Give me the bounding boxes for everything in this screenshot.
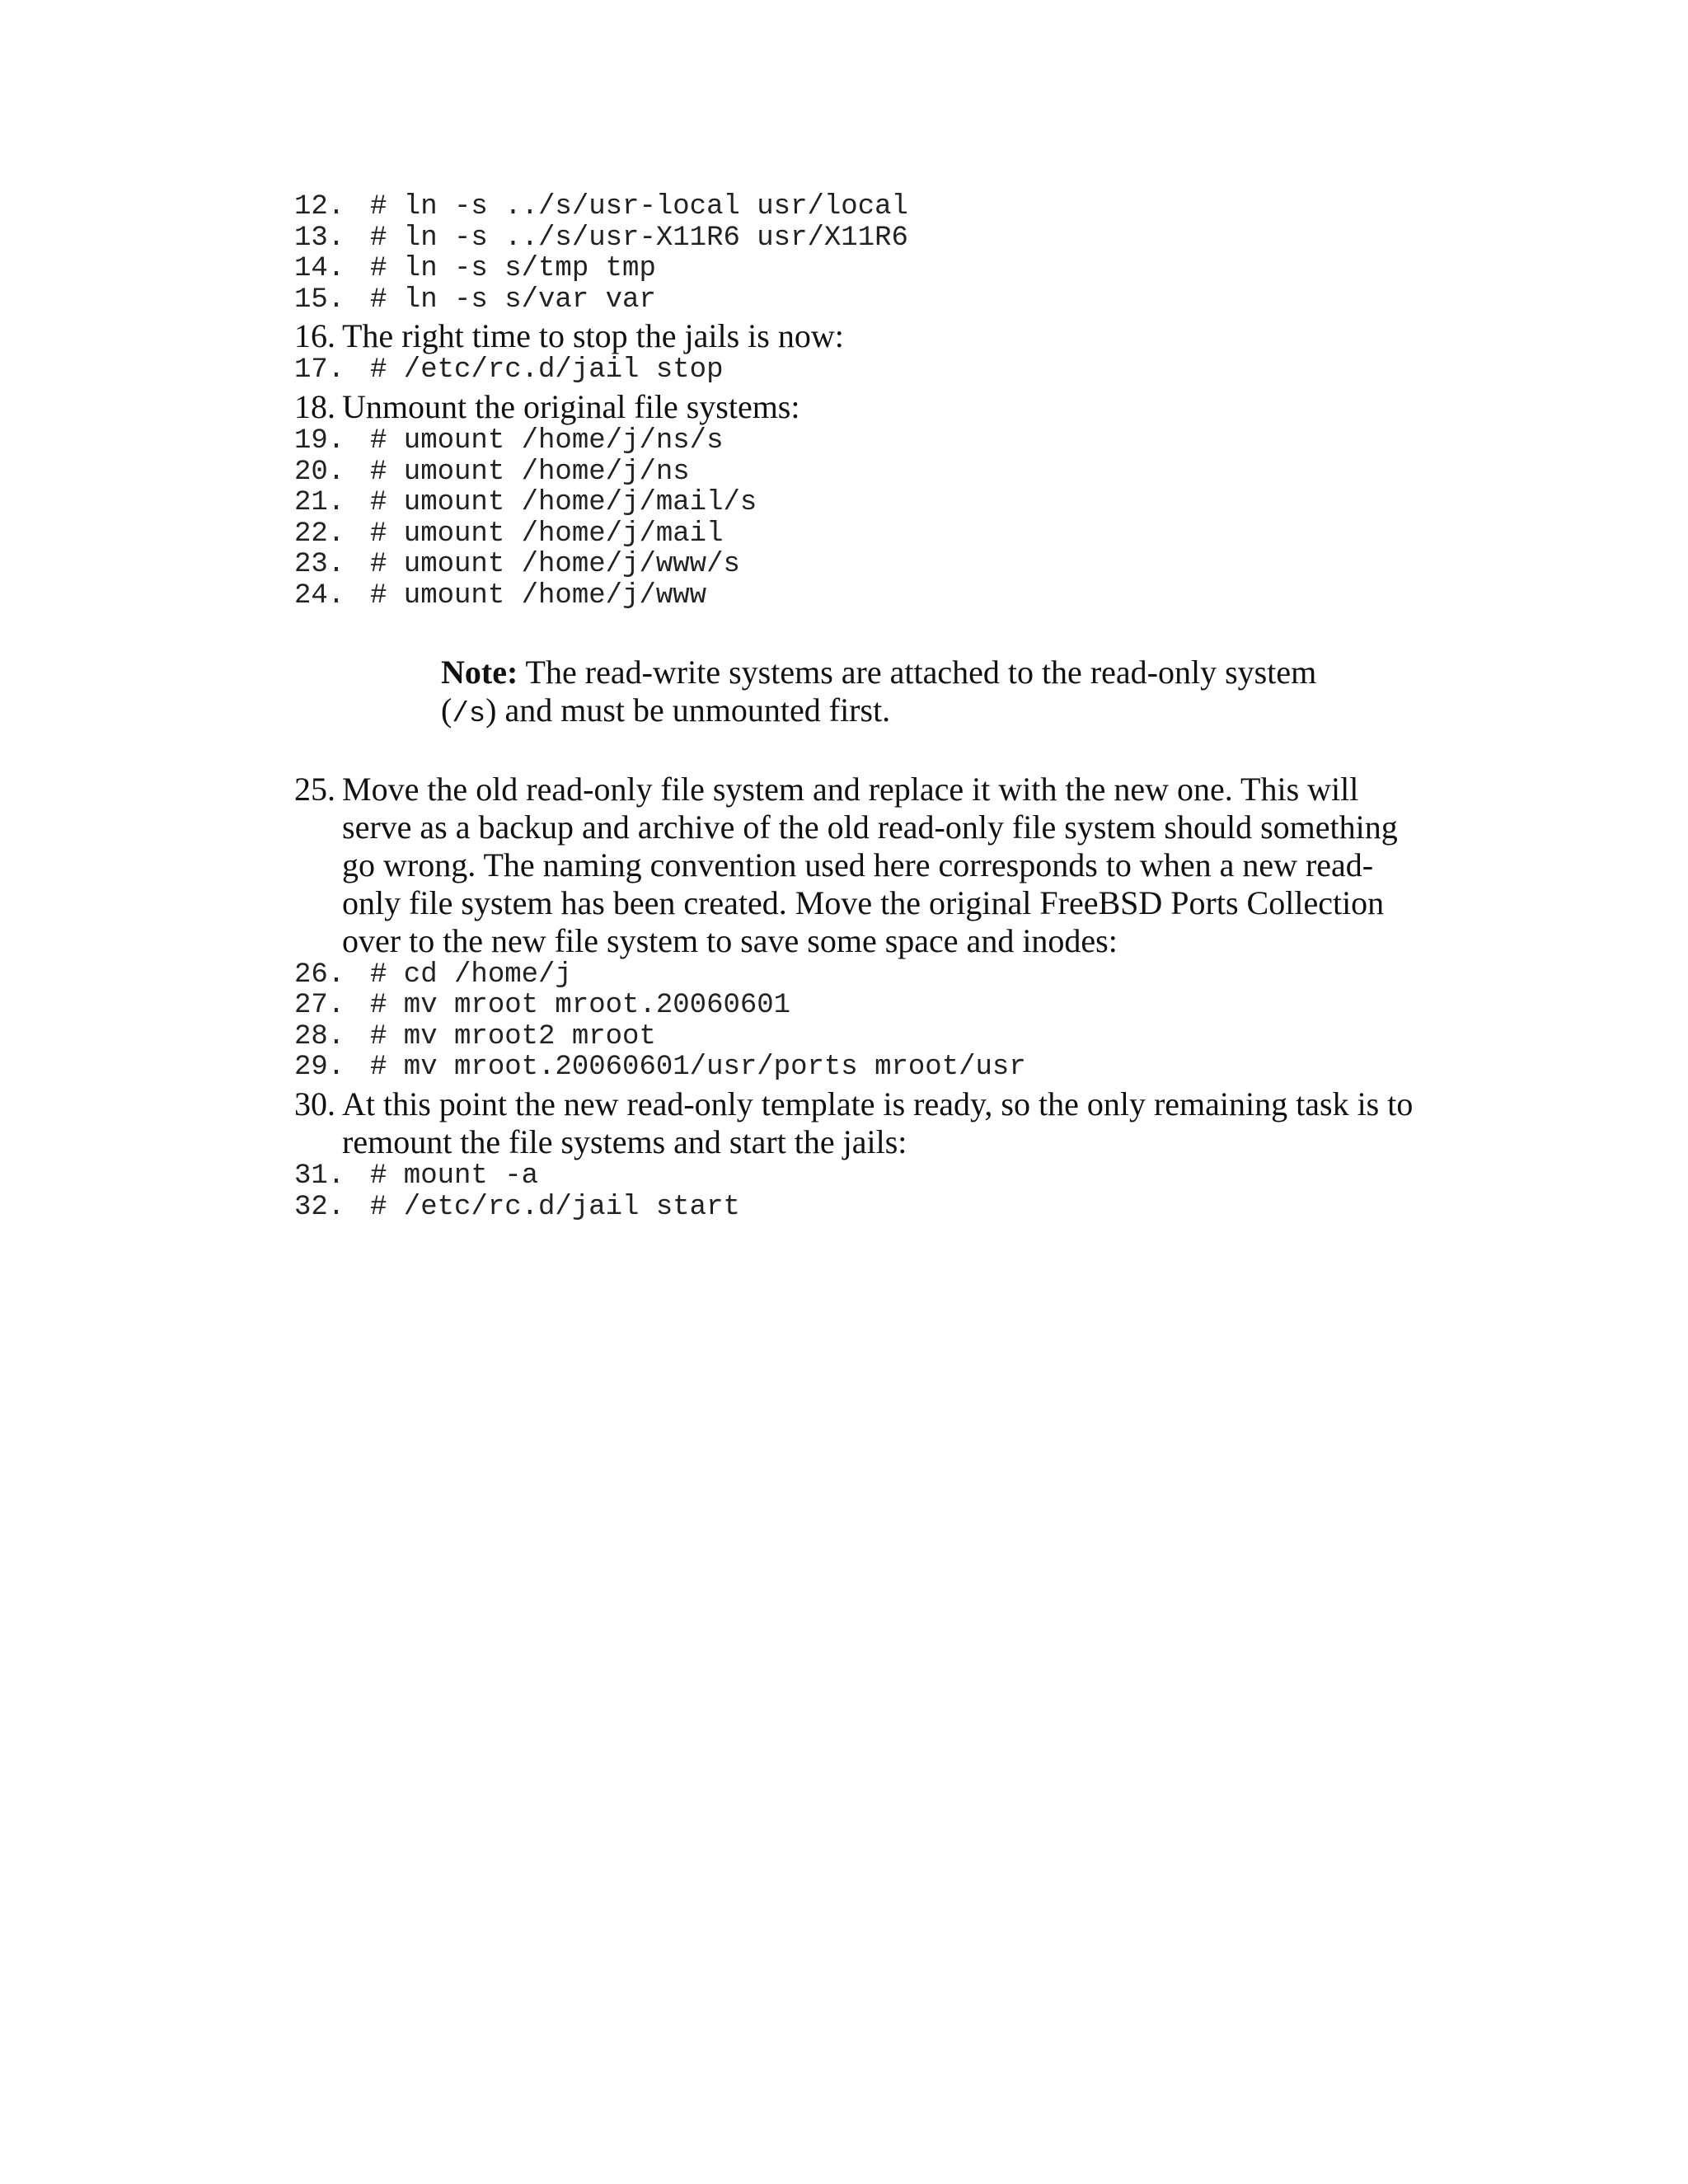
code-line bbox=[294, 355, 1415, 387]
code-line bbox=[294, 254, 1415, 285]
line-number: 15. bbox=[294, 284, 345, 316]
note-block bbox=[441, 654, 1372, 733]
step-paragraph bbox=[294, 1085, 1415, 1161]
line-number: 19. bbox=[294, 424, 345, 457]
code-line bbox=[294, 960, 1415, 991]
command-text: # ln -s s/tmp tmp bbox=[370, 253, 656, 285]
line-number: 14. bbox=[294, 253, 345, 285]
command-text: # umount /home/j/www/s bbox=[370, 549, 740, 581]
code-line bbox=[294, 192, 1415, 223]
line-number: 26. bbox=[294, 958, 345, 991]
command-text: # ln -s ../s/usr-X11R6 usr/X11R6 bbox=[370, 222, 908, 254]
code-line bbox=[294, 991, 1415, 1022]
code-line bbox=[294, 488, 1415, 519]
command-text: # mv mroot2 mroot bbox=[370, 1020, 656, 1052]
line-number: 29. bbox=[294, 1052, 345, 1084]
command-text: # ln -s s/var var bbox=[370, 284, 656, 316]
note-text-end: ) and must be unmounted first. bbox=[485, 691, 891, 729]
line-number: 12. bbox=[294, 191, 345, 223]
code-line bbox=[294, 285, 1415, 316]
step-number: 30. bbox=[294, 1085, 335, 1122]
step-number: 16. bbox=[294, 317, 335, 355]
step-text: Unmount the original file systems: bbox=[342, 387, 800, 425]
code-line bbox=[294, 426, 1415, 457]
note-code: /s bbox=[452, 698, 486, 730]
code-line bbox=[294, 519, 1415, 551]
line-number: 17. bbox=[294, 354, 345, 387]
line-number: 31. bbox=[294, 1160, 345, 1192]
step-text: The right time to stop the jails is now: bbox=[342, 317, 844, 355]
line-number: 24. bbox=[294, 579, 345, 612]
step-text: Move the old read-only file system and replace it with the new one. This will serve as a backup and archive of the old read-only file system should something go wrong. The naming convention used here corresponds to when a new read-only file system has been created. Move the original FreeBSD Ports Collection over to the new file system to save some space and inodes: bbox=[342, 770, 1398, 959]
command-text: # umount /home/j/ns/s bbox=[370, 424, 724, 457]
code-line bbox=[294, 223, 1415, 255]
step-paragraph bbox=[294, 388, 1415, 426]
command-text: # ln -s ../s/usr-local usr/local bbox=[370, 191, 908, 223]
command-text: # umount /home/j/mail bbox=[370, 518, 724, 550]
command-text: # /etc/rc.d/jail stop bbox=[370, 354, 724, 387]
line-number: 27. bbox=[294, 990, 345, 1022]
code-line bbox=[294, 457, 1415, 489]
code-line bbox=[294, 1193, 1415, 1224]
note-text: The read-write systems are attached to the read-only system ( bbox=[441, 653, 1317, 729]
code-line bbox=[294, 1052, 1415, 1084]
line-number: 21. bbox=[294, 487, 345, 519]
command-text: # umount /home/j/ns bbox=[370, 456, 690, 488]
line-number: 23. bbox=[294, 549, 345, 581]
step-paragraph bbox=[294, 317, 1415, 355]
command-text: # mv mroot.20060601/usr/ports mroot/usr bbox=[370, 1052, 1026, 1084]
step-text: At this point the new read-only template is ready, so the only remaining task is to remount the file systems and start the jails: bbox=[342, 1085, 1414, 1160]
step-number: 25. bbox=[294, 770, 335, 808]
step-number: 18. bbox=[294, 387, 335, 425]
command-text: # umount /home/j/mail/s bbox=[370, 487, 757, 519]
command-text: # /etc/rc.d/jail start bbox=[370, 1191, 740, 1223]
command-text: # mv mroot mroot.20060601 bbox=[370, 990, 791, 1022]
code-line bbox=[294, 550, 1415, 581]
page-content bbox=[294, 192, 1415, 1223]
line-number: 13. bbox=[294, 222, 345, 254]
step-paragraph bbox=[294, 771, 1415, 960]
code-line bbox=[294, 581, 1415, 612]
line-number: 22. bbox=[294, 518, 345, 550]
line-number: 28. bbox=[294, 1020, 345, 1052]
code-line bbox=[294, 1022, 1415, 1053]
code-line bbox=[294, 1161, 1415, 1193]
line-number: 32. bbox=[294, 1191, 345, 1223]
note-label: Note: bbox=[441, 653, 518, 691]
command-text: # mount -a bbox=[370, 1160, 539, 1192]
command-text: # umount /home/j/www bbox=[370, 579, 707, 612]
command-text: # cd /home/j bbox=[370, 958, 572, 991]
line-number: 20. bbox=[294, 456, 345, 488]
